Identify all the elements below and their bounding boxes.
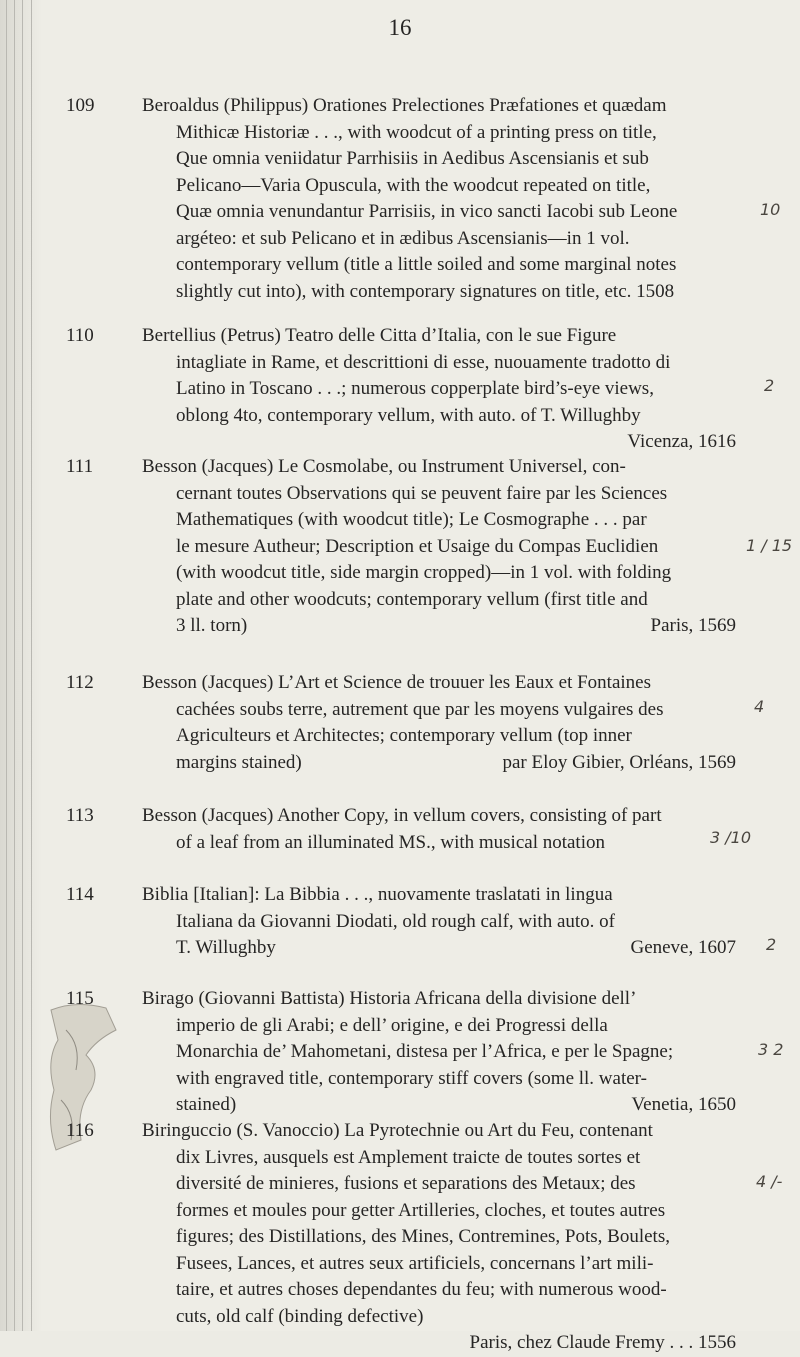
catalogue-entry-114 — [66, 882, 786, 962]
entry-imprint: Venetia, 1650 — [631, 1094, 736, 1115]
handwritten-price-note: 3 /10 — [710, 828, 752, 847]
catalogue-entry-116 — [66, 1118, 786, 1357]
entry-imprint: par Eloy Gibier, Orléans, 1569 — [502, 751, 736, 773]
entry-line — [176, 935, 786, 962]
entry-imprint: Vicenza, 1616 — [627, 431, 736, 452]
catalogue-entry-112 — [66, 670, 786, 776]
lot-number: 116 — [66, 1120, 94, 1141]
catalogue-entry-111 — [66, 454, 786, 640]
entry-line: Italiana da Giovanni Diodati, old rough calf, with auto. of — [176, 910, 615, 932]
entry-line — [176, 1092, 786, 1119]
handwritten-price-note: 1 / 15 — [746, 536, 793, 555]
entry-imprint: Paris, 1569 — [650, 615, 736, 636]
entry-line: with engraved title, contemporary stiff covers (some ll. water- — [176, 1067, 647, 1089]
entry-imprint: Paris, chez Claude Fremy . . . 1556 — [469, 1332, 736, 1353]
entry-line: (with woodcut title, side margin cropped)—in 1 vol. with folding — [176, 562, 672, 583]
entry-line: Monarchia de’ Mahometani, distesa per l’Africa, e per le Spagne; — [176, 1041, 674, 1062]
page-number: 16 — [388, 15, 412, 40]
lot-number: 109 — [66, 95, 95, 116]
lot-number: 112 — [66, 672, 94, 693]
entry-line: Latino in Toscano . . .; numerous copperplate bird’s-eye views, — [176, 378, 654, 399]
entry-line: taire, et autres choses dependantes du feu; with numerous wood- — [176, 1279, 667, 1300]
lot-number: 115 — [66, 988, 94, 1009]
entry-imprint: Geneve, 1607 — [630, 937, 736, 958]
catalogue-entry-110 — [66, 323, 786, 456]
handwritten-price-note: 4 /- — [756, 1172, 783, 1191]
entry-line: figures; des Distillations, des Mines, Contremines, Pots, Boulets, — [176, 1226, 670, 1247]
handwritten-price-note: 4 — [754, 697, 765, 716]
entry-line: Quæ omnia venundantur Parrisiis, in vico sancti Iacobi sub Leone — [176, 201, 678, 222]
entry-line: dix Livres, ausquels est Amplement traicte de toutes sortes et — [176, 1146, 641, 1168]
entry-line: cachées soubs terre, autrement que par les moyens vulgaires des — [176, 698, 664, 720]
entry-line: Mithicæ Historiæ . . ., with woodcut of a printing press on title, — [176, 121, 657, 143]
entry-line-text: stained) — [176, 1094, 237, 1115]
entry-line: contemporary vellum (title a little soiled and some marginal notes — [176, 254, 677, 275]
entry-line: oblong 4to, contemporary vellum, with auto. of T. Willughby — [176, 404, 641, 426]
entry-line: Biblia [Italian]: La Bibbia . . ., nuovamente traslatati in lingua — [142, 884, 613, 905]
catalogue-entry-109 — [66, 93, 786, 305]
entry-line — [176, 750, 786, 777]
entry-line: Agriculteurs et Architectes; contemporary vellum (top inner — [176, 725, 632, 746]
entry-line: plate and other woodcuts; contemporary vellum (first title and — [176, 588, 648, 610]
entry-line: slightly cut into), with contemporary signatures on title, etc. 1508 — [176, 280, 675, 302]
entry-line: Besson (Jacques) L’Art et Science de trouuer les Eaux et Fontaines — [142, 672, 651, 693]
handwritten-price-note: 2 — [764, 376, 775, 395]
entry-line: Mathematiques (with woodcut title); Le Cosmographe . . . par — [176, 509, 647, 530]
entry-line: imperio de gli Arabi; e dell’ origine, e dei Progressi della — [176, 1014, 608, 1036]
entry-line: argéteo: et sub Pelicano et in ædibus Ascensianis—in 1 vol. — [176, 227, 630, 249]
entry-line: cernant toutes Observations qui se peuvent faire par les Sciences — [176, 482, 668, 504]
entry-line: Biringuccio (S. Vanoccio) La Pyrotechnie ou Art du Feu, contenant — [142, 1120, 653, 1141]
lot-number: 113 — [66, 805, 94, 826]
entry-line: formes et moules pour getter Artilleries, cloches, et toutes autres — [176, 1199, 666, 1221]
entry-line-text: T. Willughby — [176, 937, 276, 958]
lot-number: 110 — [66, 325, 94, 346]
entry-line-text: 3 ll. torn) — [176, 615, 248, 636]
catalogue-entry-113 — [66, 803, 786, 856]
entry-line: Beroaldus (Philippus) Orationes Prelectiones Præfationes et quædam — [142, 95, 667, 116]
entry-line: cuts, old calf (binding defective) — [176, 1305, 424, 1327]
entry-line: Besson (Jacques) Another Copy, in vellum covers, consisting of part — [142, 805, 662, 826]
entry-line-text: margins stained) — [176, 751, 302, 773]
handwritten-price-note: 3 2 — [758, 1040, 784, 1059]
lot-number: 111 — [66, 456, 94, 477]
entry-line — [176, 613, 786, 640]
entry-line: Bertellius (Petrus) Teatro delle Citta d’Italia, con le sue Figure — [142, 325, 617, 346]
lot-number: 114 — [66, 884, 94, 905]
entry-line: Birago (Giovanni Battista) Historia Africana della divisione dell’ — [142, 988, 637, 1009]
entry-line: le mesure Autheur; Description et Usaige du Compas Euclidien — [176, 535, 659, 557]
handwritten-price-note: 10 — [760, 200, 781, 219]
entry-line: of a leaf from an illuminated MS., with musical notation — [176, 831, 605, 853]
entry-line: Que omnia veniidatur Parrhisiis in Aedibus Ascensianis et sub — [176, 148, 649, 169]
catalogue-entry-115 — [66, 986, 786, 1119]
entry-line: intagliate in Rame, et descrittioni di esse, nuouamente tradotto di — [176, 351, 671, 373]
book-gutter — [0, 0, 42, 1331]
entry-line: Pelicano—Varia Opuscula, with the woodcut repeated on title, — [176, 174, 651, 196]
handwritten-price-note: 2 — [766, 935, 777, 954]
entry-line: diversité de minieres, fusions et separations des Metaux; des — [176, 1173, 636, 1194]
entry-line: Besson (Jacques) Le Cosmolabe, ou Instrument Universel, con- — [142, 456, 626, 477]
entry-line: Fusees, Lances, et autres seux artificiels, concernans l’art mili- — [176, 1252, 654, 1274]
